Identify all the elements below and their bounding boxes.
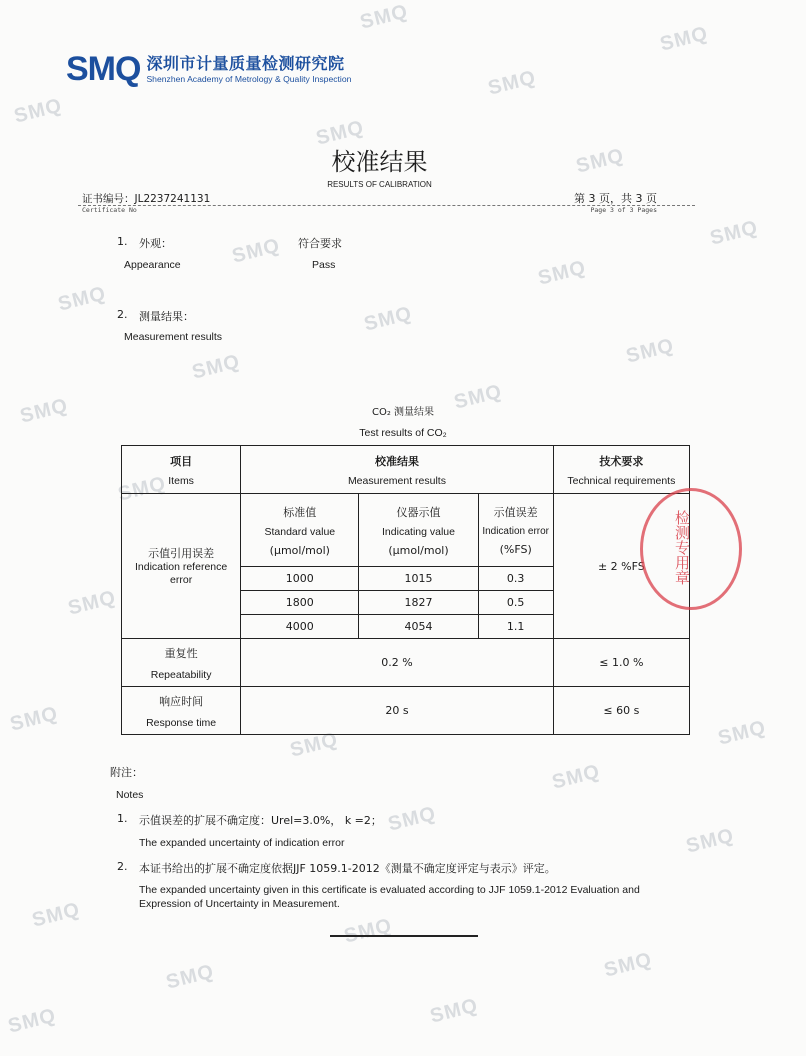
watermark: SMQ bbox=[11, 94, 65, 128]
section-1-number: 1. bbox=[117, 235, 128, 248]
watermark: SMQ bbox=[287, 728, 341, 762]
watermark: SMQ bbox=[17, 394, 71, 428]
repeatability-requirement: ≤ 1.0 % bbox=[553, 639, 689, 687]
indication-error-header bbox=[478, 494, 553, 567]
indication-error-unit: (%FS) bbox=[499, 543, 532, 556]
header-measurement bbox=[241, 446, 554, 494]
header-measurement-cn: 校准结果 bbox=[374, 454, 419, 468]
org-logo bbox=[66, 50, 351, 89]
org-name-cn: 深圳市计量质量检测研究院 bbox=[146, 54, 345, 73]
indicating-value-cn: 仪器示值 bbox=[396, 505, 441, 519]
watermark: SMQ bbox=[341, 914, 395, 948]
watermark: SMQ bbox=[427, 994, 481, 1028]
indicating-value-cell: 4054 bbox=[359, 615, 478, 639]
indicating-value-en: Indicating value bbox=[382, 525, 455, 538]
standard-value-cell: 4000 bbox=[241, 615, 359, 639]
watermark: SMQ bbox=[657, 22, 711, 56]
header-items bbox=[122, 446, 241, 494]
standard-value-cell: 1800 bbox=[241, 591, 359, 615]
response-time-row bbox=[122, 687, 690, 735]
repeatability-value: 0.2 % bbox=[241, 639, 554, 687]
notes-title: 附注： bbox=[110, 766, 143, 779]
watermark: SMQ bbox=[7, 702, 61, 736]
header-requirements-cn: 技术要求 bbox=[599, 454, 644, 468]
certificate-number: 证书编号：JL2237241131 bbox=[82, 193, 211, 205]
page-title: 校准结果 bbox=[331, 148, 428, 176]
watermark: SMQ bbox=[29, 898, 83, 932]
watermark: SMQ bbox=[189, 350, 243, 384]
page-subtitle: RESULTS OF CALIBRATION bbox=[327, 180, 432, 189]
page-number-en: Page 3 of 3 Pages bbox=[590, 206, 657, 214]
watermark: SMQ bbox=[229, 234, 283, 268]
repeatability-en: Repeatability bbox=[150, 668, 212, 681]
watermark: SMQ bbox=[163, 960, 217, 994]
results-table bbox=[121, 445, 690, 735]
note-1-text: 示值误差的扩展不确定度：Urel=3.0%， k =2； bbox=[139, 814, 382, 827]
watermark: SMQ bbox=[357, 0, 411, 34]
watermark: SMQ bbox=[361, 302, 415, 336]
indication-error-en: Indication error bbox=[482, 526, 550, 537]
header-items-en: Items bbox=[168, 474, 194, 487]
repeatability-row bbox=[122, 639, 690, 687]
standard-value-unit: (μmol/mol) bbox=[269, 543, 330, 557]
repeatability-cn: 重复性 bbox=[164, 646, 198, 660]
indication-error-cn: 示值误差 bbox=[493, 506, 538, 519]
indication-error-cell: 1.1 bbox=[478, 615, 553, 639]
appearance-result: 符合要求 bbox=[298, 237, 342, 250]
table-caption: CO₂ 测量结果 bbox=[371, 407, 435, 418]
response-time-requirement: ≤ 60 s bbox=[553, 687, 689, 735]
repeatability-label bbox=[122, 639, 241, 687]
seal-text-icon: 检测专用章 bbox=[673, 510, 691, 585]
indicating-value-header bbox=[359, 494, 478, 567]
header-items-cn: 项目 bbox=[170, 454, 193, 468]
watermark: SMQ bbox=[5, 1004, 59, 1038]
watermark: SMQ bbox=[313, 116, 367, 150]
logo-text bbox=[146, 54, 351, 85]
section-2-label: 测量结果： bbox=[139, 310, 194, 323]
watermark: SMQ bbox=[715, 716, 769, 750]
note-2-text-en: The expanded uncertainty given in this certificate is evaluated according to JJF 1059.1-2012 Evaluation and Expression of Uncertainty in Measurement. bbox=[139, 884, 640, 910]
watermark: SMQ bbox=[573, 144, 627, 178]
response-time-value: 20 s bbox=[241, 687, 554, 735]
note-2-number: 2. bbox=[117, 860, 128, 873]
section-1-label: 外观： bbox=[139, 237, 172, 250]
note-1-number: 1. bbox=[117, 812, 128, 825]
logo-mark: SMQ bbox=[66, 50, 141, 88]
note-2-text: 本证书给出的扩展不确定度依据JJF 1059.1-2012《测量不确定度评定与表示》评定。 bbox=[139, 862, 556, 875]
watermark: SMQ bbox=[623, 334, 677, 368]
header-requirements bbox=[553, 446, 689, 494]
response-time-cn: 响应时间 bbox=[159, 694, 204, 708]
watermark: SMQ bbox=[55, 282, 109, 316]
watermark: SMQ bbox=[385, 802, 439, 836]
response-time-en: Response time bbox=[146, 716, 217, 729]
header-requirements-en: Technical requirements bbox=[567, 474, 676, 487]
standard-value-cn: 标准值 bbox=[283, 505, 317, 519]
page-number: 第 3 页，共 3 页 bbox=[574, 192, 657, 205]
indication-error-label-cn: 示值引用误差 bbox=[148, 547, 215, 560]
header-measurement-en: Measurement results bbox=[347, 474, 446, 487]
section-1-label-en: Appearance bbox=[124, 259, 181, 271]
indication-error-cell: 0.3 bbox=[478, 567, 553, 591]
watermark: SMQ bbox=[683, 824, 737, 858]
certificate-number-en: Certificate No bbox=[82, 206, 137, 214]
org-name-en: Shenzhen Academy of Metrology & Quality Inspection bbox=[146, 74, 352, 84]
section-2-label-en: Measurement results bbox=[124, 331, 223, 343]
indicating-value-unit: (μmol/mol) bbox=[388, 543, 449, 557]
indicating-value-cell: 1827 bbox=[359, 591, 478, 615]
response-time-label bbox=[122, 687, 241, 735]
table-header-row bbox=[122, 446, 690, 494]
watermark: SMQ bbox=[707, 216, 761, 250]
header-divider bbox=[78, 205, 695, 206]
table-caption-en: Test results of CO₂ bbox=[359, 427, 447, 439]
watermark: SMQ bbox=[601, 948, 655, 982]
watermark: SMQ bbox=[65, 586, 119, 620]
watermark: SMQ bbox=[549, 760, 603, 794]
section-2-number: 2. bbox=[117, 308, 128, 321]
standard-value-header bbox=[241, 494, 359, 567]
watermark: SMQ bbox=[451, 380, 505, 414]
watermark: SMQ bbox=[115, 472, 169, 506]
watermark: SMQ bbox=[535, 256, 589, 290]
note-1-text-en: The expanded uncertainty of indication error bbox=[139, 837, 345, 849]
end-rule bbox=[330, 935, 478, 937]
standard-value-en: Standard value bbox=[264, 525, 336, 538]
indication-error-cell: 0.5 bbox=[478, 591, 553, 615]
indication-error-label bbox=[122, 494, 241, 639]
requirement-error: ± 2 %FS bbox=[553, 494, 689, 639]
watermark: SMQ bbox=[485, 66, 539, 100]
indication-error-label-en: Indication reference error bbox=[134, 561, 228, 586]
appearance-result-en: Pass bbox=[312, 259, 336, 271]
notes-title-en: Notes bbox=[116, 789, 144, 801]
indicating-value-cell: 1015 bbox=[359, 567, 478, 591]
standard-value-cell: 1000 bbox=[241, 567, 359, 591]
table-subheader-row bbox=[122, 494, 690, 567]
